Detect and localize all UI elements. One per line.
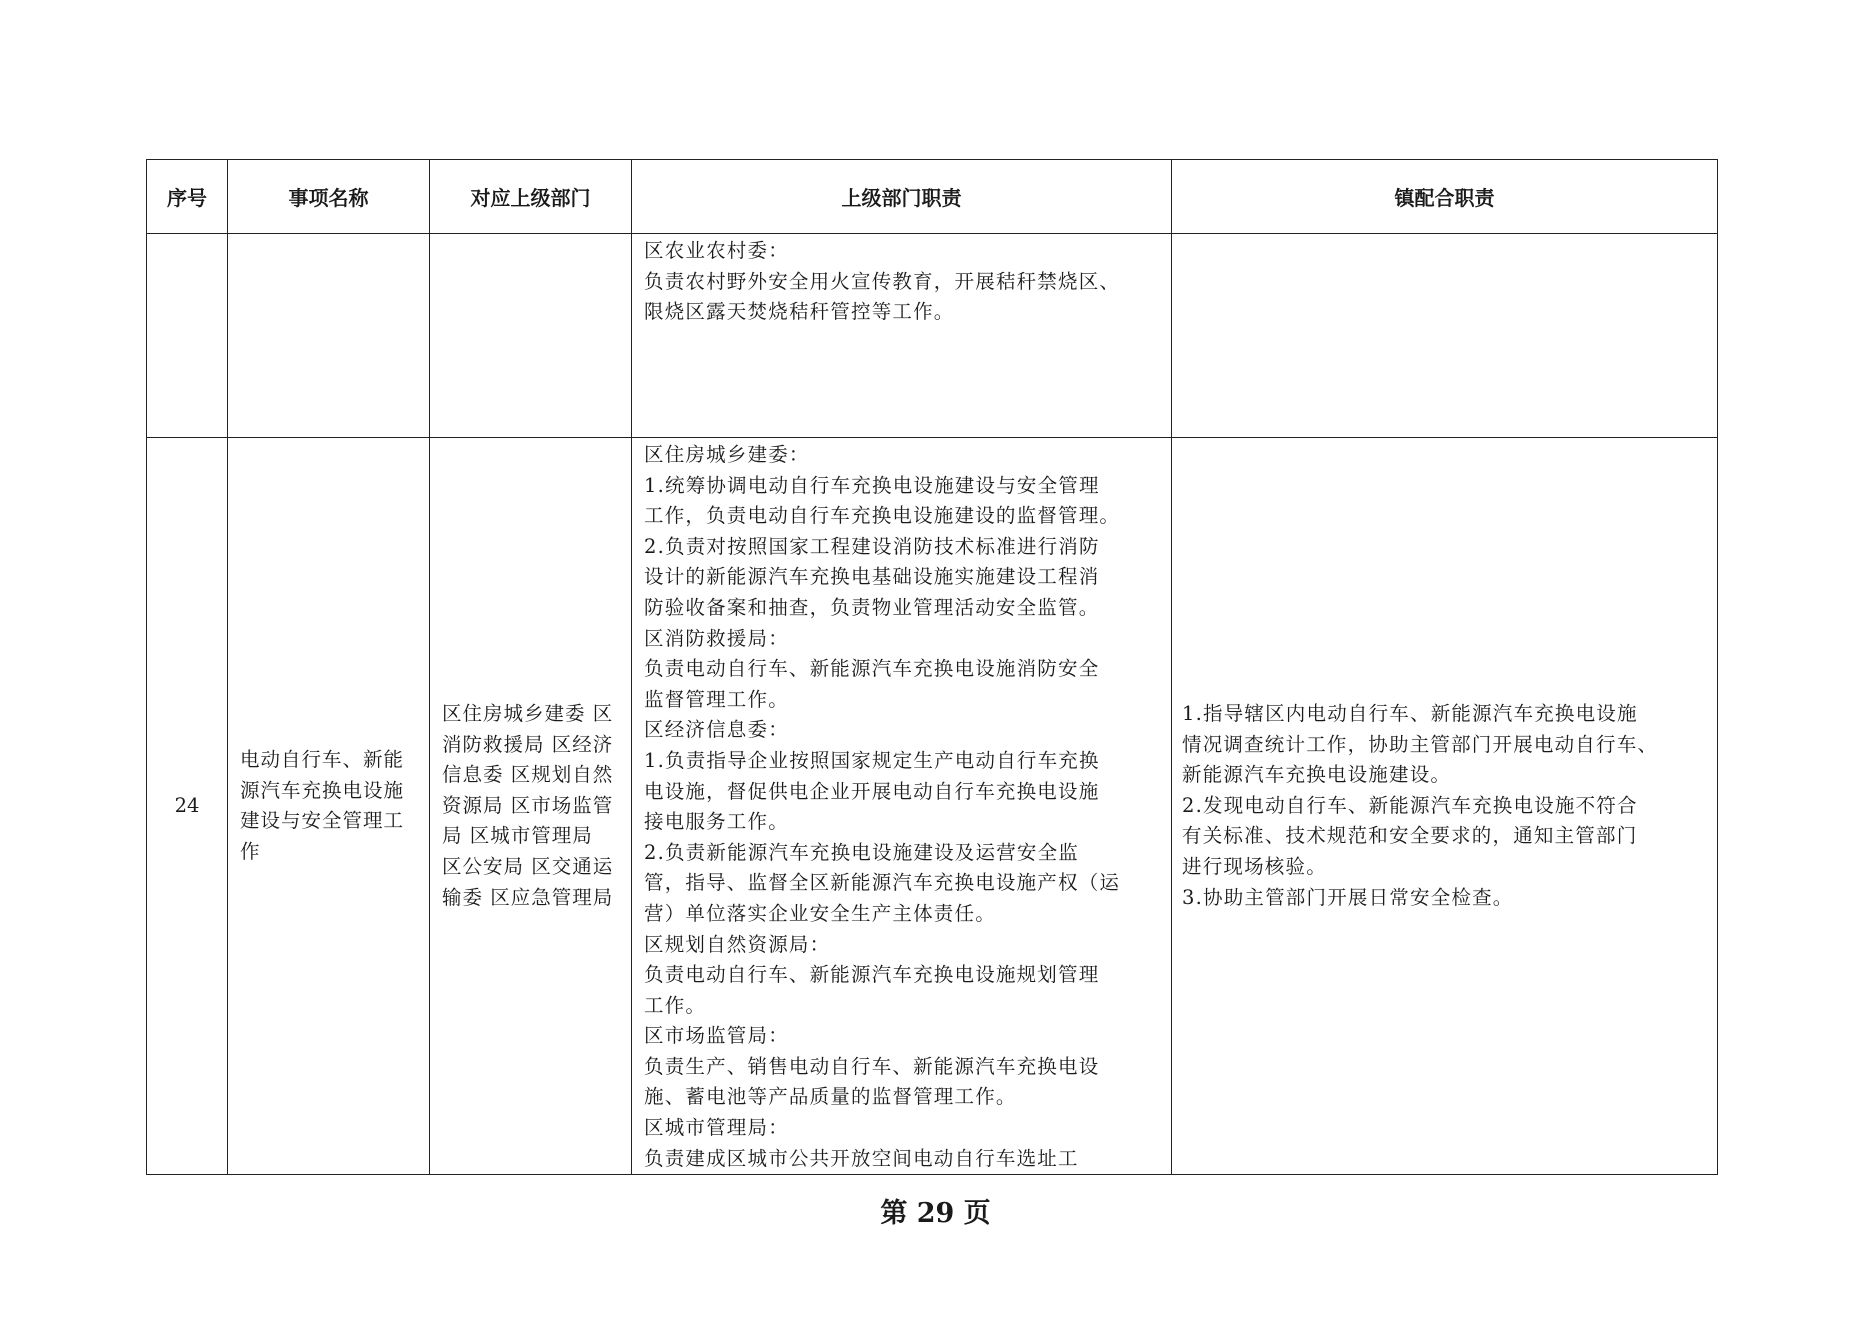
duty-line: 区农业农村委： — [644, 239, 789, 262]
cell-item-name — [228, 234, 430, 438]
cell-item-name — [228, 438, 430, 1175]
duty-line: 工作，负责电动自行车充换电设施建设的监督管理。 — [644, 504, 1121, 528]
page-number: 第 29 页 — [880, 1198, 991, 1229]
header-superior-duty: 上级部门职责 — [632, 160, 1172, 234]
town-duty-line: 3.协助主管部门开展日常安全检查。 — [1182, 885, 1514, 909]
duty-line: 负责建成区城市公共开放空间电动自行车选址工 — [644, 1146, 1079, 1170]
duty-line: 区规划自然资源局： — [644, 932, 831, 956]
superior-dept-text: 区住房城乡建委 区消防救援局 区经济信息委 区规划自然资源局 区市场监管局 区城市管理局 区公安局 区交通运输委 区应急管理局 — [442, 702, 614, 909]
duty-line: 区消防救援局： — [644, 626, 789, 650]
responsibility-table — [146, 159, 1718, 1175]
duty-line: 工作。 — [644, 993, 707, 1017]
duty-line: 监督管理工作。 — [644, 687, 789, 711]
duty-line: 区经济信息委： — [644, 718, 789, 742]
duty-line: 1.负责指导企业按照国家规定生产电动自行车充换 — [644, 748, 1100, 772]
duty-line: 负责生产、销售电动自行车、新能源汽车充换电设 — [644, 1054, 1100, 1078]
town-duty-line: 新能源汽车充换电设施建设。 — [1182, 763, 1452, 787]
cell-town-duty — [1172, 234, 1718, 438]
duty-line: 营）单位落实企业安全生产主体责任。 — [644, 901, 996, 925]
duty-line: 限烧区露天焚烧秸秆管控等工作。 — [644, 300, 955, 324]
cell-town-duty — [1172, 438, 1718, 1175]
header-town-duty: 镇配合职责 — [1172, 160, 1718, 234]
duty-line: 负责农村野外安全用火宣传教育，开展秸秆禁烧区、 — [644, 269, 1121, 293]
duty-line: 防验收备案和抽查，负责物业管理活动安全监管。 — [644, 595, 1100, 619]
duty-line: 施、蓄电池等产品质量的监督管理工作。 — [644, 1085, 1017, 1109]
duty-line: 负责电动自行车、新能源汽车充换电设施规划管理 — [644, 963, 1100, 987]
table-row — [147, 234, 1718, 438]
table-row — [147, 438, 1718, 1175]
duty-line: 区住房城乡建委： — [644, 443, 810, 466]
cell-superior-duty — [632, 438, 1172, 1175]
town-duty-line: 2.发现电动自行车、新能源汽车充换电设施不符合 — [1182, 793, 1638, 817]
town-duty-line: 1.指导辖区内电动自行车、新能源汽车充换电设施 — [1182, 702, 1638, 726]
duty-line: 负责电动自行车、新能源汽车充换电设施消防安全 — [644, 657, 1100, 681]
cell-superior-dept — [430, 234, 632, 438]
duty-line: 管，指导、监督全区新能源汽车充换电设施产权（运 — [644, 871, 1121, 895]
cell-superior-duty — [632, 234, 1172, 438]
header-seq: 序号 — [147, 160, 228, 234]
cell-superior-dept — [430, 438, 632, 1175]
duty-line: 电设施，督促供电企业开展电动自行车充换电设施 — [644, 779, 1100, 803]
duty-line: 区城市管理局： — [644, 1116, 789, 1140]
table-header-row — [147, 160, 1718, 234]
duty-line: 1.统筹协调电动自行车充换电设施建设与安全管理 — [644, 473, 1100, 497]
duty-line: 2.负责对按照国家工程建设消防技术标准进行消防 — [644, 534, 1100, 558]
town-duty-line: 情况调查统计工作，协助主管部门开展电动自行车、 — [1182, 732, 1659, 756]
duty-line: 区市场监管局： — [644, 1024, 789, 1048]
town-duty-line: 进行现场核验。 — [1182, 855, 1327, 879]
duty-line: 设计的新能源汽车充换电基础设施实施建设工程消 — [644, 565, 1100, 589]
cell-seq — [147, 234, 228, 438]
item-name-text: 电动自行车、新能源汽车充换电设施建设与安全管理工作 — [240, 747, 405, 863]
header-superior-dept: 对应上级部门 — [430, 160, 632, 234]
header-item-name: 事项名称 — [228, 160, 430, 234]
cell-seq: 24 — [147, 438, 228, 1175]
duty-line: 2.负责新能源汽车充换电设施建设及运营安全监 — [644, 840, 1080, 864]
town-duty-line: 有关标准、技术规范和安全要求的，通知主管部门 — [1182, 824, 1638, 848]
duty-line: 接电服务工作。 — [644, 810, 789, 834]
